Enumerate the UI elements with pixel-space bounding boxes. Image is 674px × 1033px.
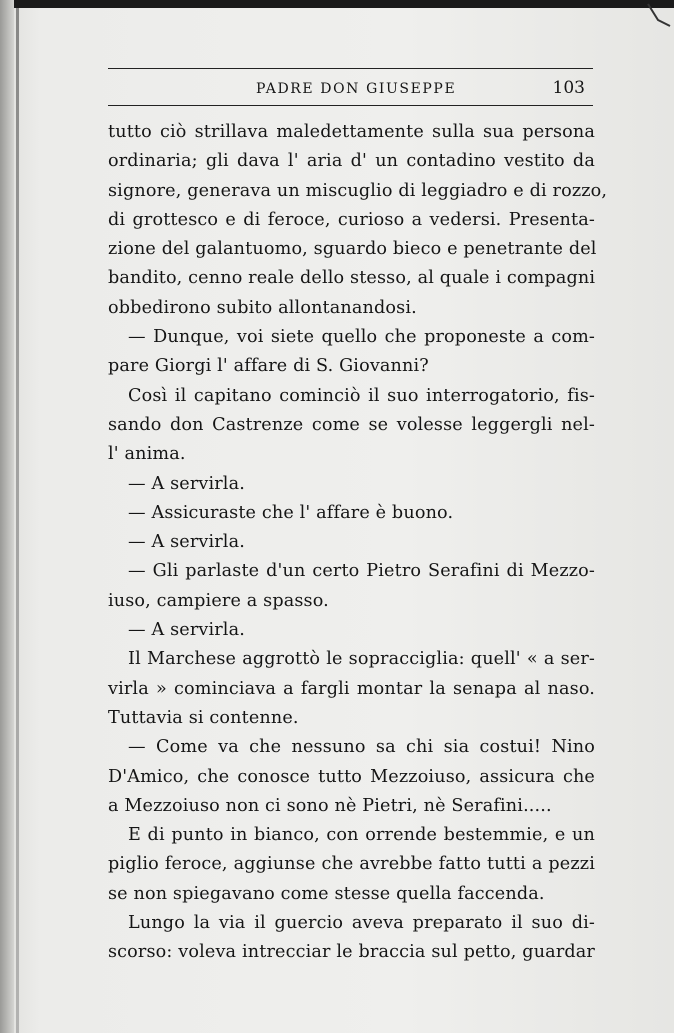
text-line: signore, generava un miscuglio di leggiadro e di rozzo, <box>108 180 608 201</box>
text-line: iuso, campiere a spasso. <box>108 590 329 611</box>
text-line: — Dunque, voi siete quello che proponeste a com- <box>128 327 595 348</box>
text-line: E di punto in bianco, con orrende bestemmie, e un <box>128 825 595 846</box>
text-line: bandito, cenno reale dello stesso, al quale i compagni <box>108 268 596 289</box>
text-line: l' anima. <box>108 444 186 465</box>
running-title: PADRE DON GIUSEPPE <box>256 81 457 97</box>
text-line: — Come va che nessuno sa chi sia costui! Nino <box>128 737 595 758</box>
text-line: sando don Castrenze come se volesse leggergli nel- <box>108 414 595 435</box>
text-line: virla » cominciava a fargli montar la senapa al naso. <box>108 678 595 699</box>
text-line: ordinaria; gli dava l' aria d' un contadino vestito da <box>108 151 595 172</box>
text-line: di grottesco e di feroce, curioso a vedersi. Presenta- <box>108 209 595 230</box>
binding-shadow-line <box>16 8 19 1033</box>
text-line: — A servirla. <box>128 473 245 494</box>
text-line: D'Amico, che conosce tutto Mezzoiuso, assicura che <box>108 766 595 787</box>
text-line: scorso: voleva intrecciar le braccia sul petto, guardar <box>108 942 595 963</box>
text-line: — A servirla. <box>128 620 245 641</box>
text-line: piglio feroce, aggiunse che avrebbe fatto tutti a pezzi <box>108 854 595 875</box>
text-line: Il Marchese aggrottò le sopracciglia: quell' « a ser- <box>128 649 595 670</box>
folded-corner-mark <box>644 0 674 36</box>
text-line: — Gli parlaste d'un certo Pietro Serafini di Mezzo- <box>128 561 595 582</box>
body-text <box>108 118 608 968</box>
page-top-edge <box>0 0 674 8</box>
text-line: pare Giorgi l' affare di S. Giovanni? <box>108 356 429 377</box>
text-line: Tuttavia si contenne. <box>108 707 299 728</box>
page-binding-edge <box>0 0 14 1033</box>
text-line: obbedirono subito allontanandosi. <box>108 297 417 318</box>
text-line: se non spiegavano come stesse quella faccenda. <box>108 883 545 904</box>
text-line: zione del galantuomo, sguardo bieco e penetrante del <box>108 239 597 260</box>
text-line: Lungo la via il guercio aveva preparato il suo di- <box>128 913 595 934</box>
running-header <box>108 68 593 106</box>
page-number: 103 <box>552 78 585 98</box>
text-line: — Assicuraste che l' affare è buono. <box>128 502 454 523</box>
text-line: Così il capitano cominciò il suo interrogatorio, fis- <box>128 385 595 406</box>
text-line: — A servirla. <box>128 532 245 553</box>
text-line: tutto ciò strillava maledettamente sulla sua persona <box>108 122 595 142</box>
text-line: a Mezzoiuso non ci sono nè Pietri, nè Serafini..... <box>108 795 552 816</box>
